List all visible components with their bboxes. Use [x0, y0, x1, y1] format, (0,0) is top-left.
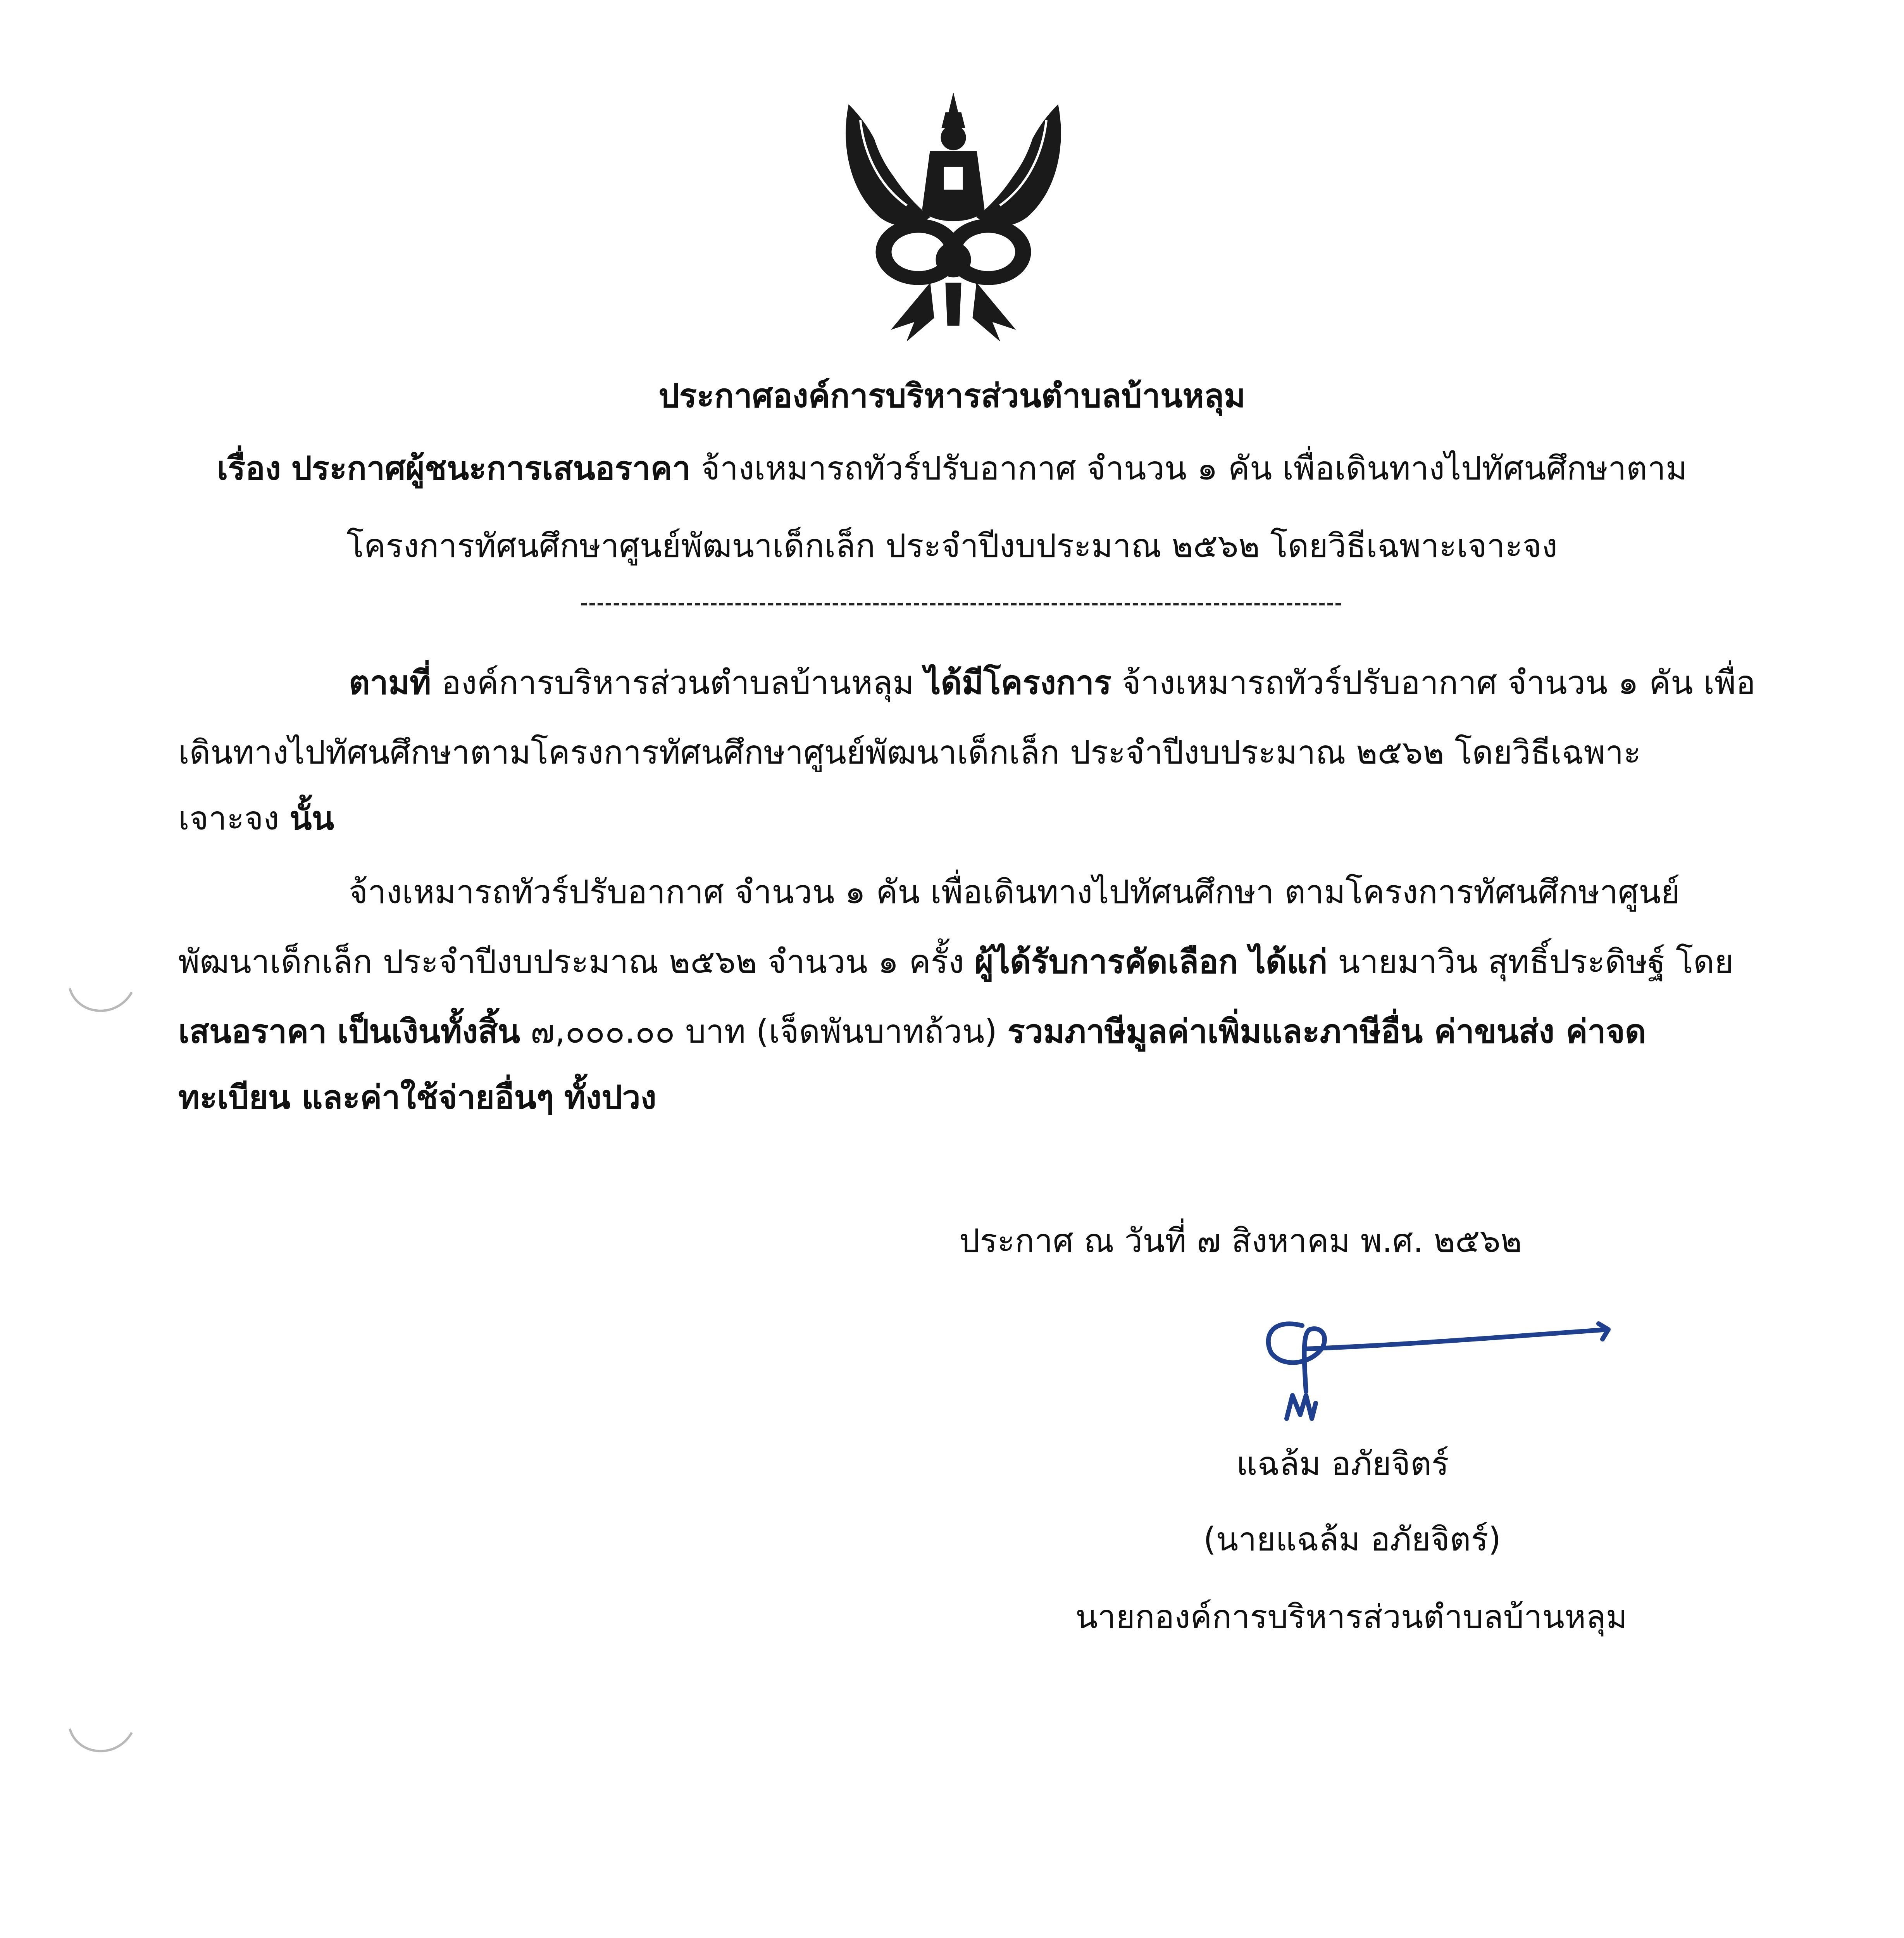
paragraph1-lead: ตามที่ — [349, 664, 431, 702]
paragraph1-closing: นั้น — [289, 799, 334, 837]
paragraph1-project-label: ได้มีโครงการ — [924, 664, 1112, 702]
signer-full-name: (นายแฉล้ม อภัยจิตร์) — [1203, 1520, 1501, 1558]
subject-line-2: โครงการทัศนศึกษาศูนย์พัฒนาเด็กเล็ก ประจำปีงบประมาณ ๒๕๖๒ โดยวิธีเฉพาะเจาะจง — [346, 527, 1558, 565]
subject-line-1 — [0, 450, 1904, 486]
paragraph2-other-costs: ทะเบียน และค่าใช้จ่ายอื่นๆ — [178, 1078, 554, 1116]
paragraph2-line4 — [178, 1079, 656, 1115]
paragraph2-total-label: เป็นเงินทั้งสิ้น — [337, 1012, 520, 1050]
announce-date: ๗ สิงหาคม พ.ศ. ๒๕๖๒ — [1196, 1222, 1522, 1260]
garuda-emblem-icon — [833, 89, 1073, 345]
subject-heading: ประกาศผู้ชนะการเสนอราคา — [291, 449, 691, 487]
paragraph1-line3 — [178, 800, 334, 836]
subject-detail: จ้างเหมารถทัวร์ปรับอากาศ จำนวน ๑ คัน เพื่อเดินทางไปทัศนศึกษาตาม — [701, 449, 1687, 487]
paragraph2-winner: นายมาวิน สุทธิ์ประดิษฐ์ โดย — [1338, 943, 1734, 981]
paragraph2-amount: ๗,๐๐๐.๐๐ บาท (เจ็ดพันบาทถ้วน) — [530, 1012, 997, 1050]
signature-icon — [1248, 1302, 1628, 1450]
page-title: ประกาศองค์การบริหารส่วนตำบลบ้านหลุม — [658, 377, 1246, 415]
paragraph2-inclusions: รวมภาษีมูลค่าเพิ่มและภาษีอื่น ค่าขนส่ง ค่าจด — [1007, 1012, 1646, 1050]
signer-name: แฉล้ม อภัยจิตร์ — [1236, 1445, 1449, 1483]
announce-label: ประกาศ ณ วันที่ — [959, 1222, 1187, 1260]
paragraph2-line3 — [178, 1014, 1646, 1049]
announce-date-line — [959, 1223, 1522, 1259]
separator-line — [581, 603, 1341, 605]
paragraph1-end-word: เจาะจง — [178, 799, 279, 837]
paragraph1-project: จ้างเหมารถทัวร์ปรับอากาศ จำนวน ๑ คัน เพื่อ — [1122, 664, 1756, 702]
subject-label: เรื่อง — [217, 449, 281, 487]
paragraph2-closing: ทั้งปวง — [564, 1078, 656, 1116]
punch-hole-mark — [62, 981, 140, 1023]
paragraph1-line2: เดินทางไปทัศนศึกษาตามโครงการทัศนศึกษาศูนย์พัฒนาเด็กเล็ก ประจำปีงบประมาณ ๒๕๖๒ โดยวิธีเฉพาะ — [178, 733, 1641, 771]
paragraph2-line1: จ้างเหมารถทัวร์ปรับอากาศ จำนวน ๑ คัน เพื่อเดินทางไปทัศนศึกษา ตามโครงการทัศนศึกษาศูนย์ — [349, 873, 1680, 911]
paragraph1-org: องค์การบริหารส่วนตำบลบ้านหลุม — [441, 664, 914, 702]
paragraph2-line2 — [178, 944, 1733, 979]
paragraph2-winner-label: ผู้ได้รับการคัดเลือก ได้แก่ — [974, 943, 1328, 981]
paragraph1-line1 — [349, 665, 1756, 700]
paragraph2-bid-label: เสนอราคา — [178, 1012, 327, 1050]
paragraph2-budget: พัฒนาเด็กเล็ก ประจำปีงบประมาณ ๒๕๖๒ จำนวน ๑ ครั้ง — [178, 943, 964, 981]
signer-position: นายกองค์การบริหารส่วนตำบลบ้านหลุม — [1075, 1598, 1628, 1636]
punch-hole-mark — [62, 1721, 140, 1764]
